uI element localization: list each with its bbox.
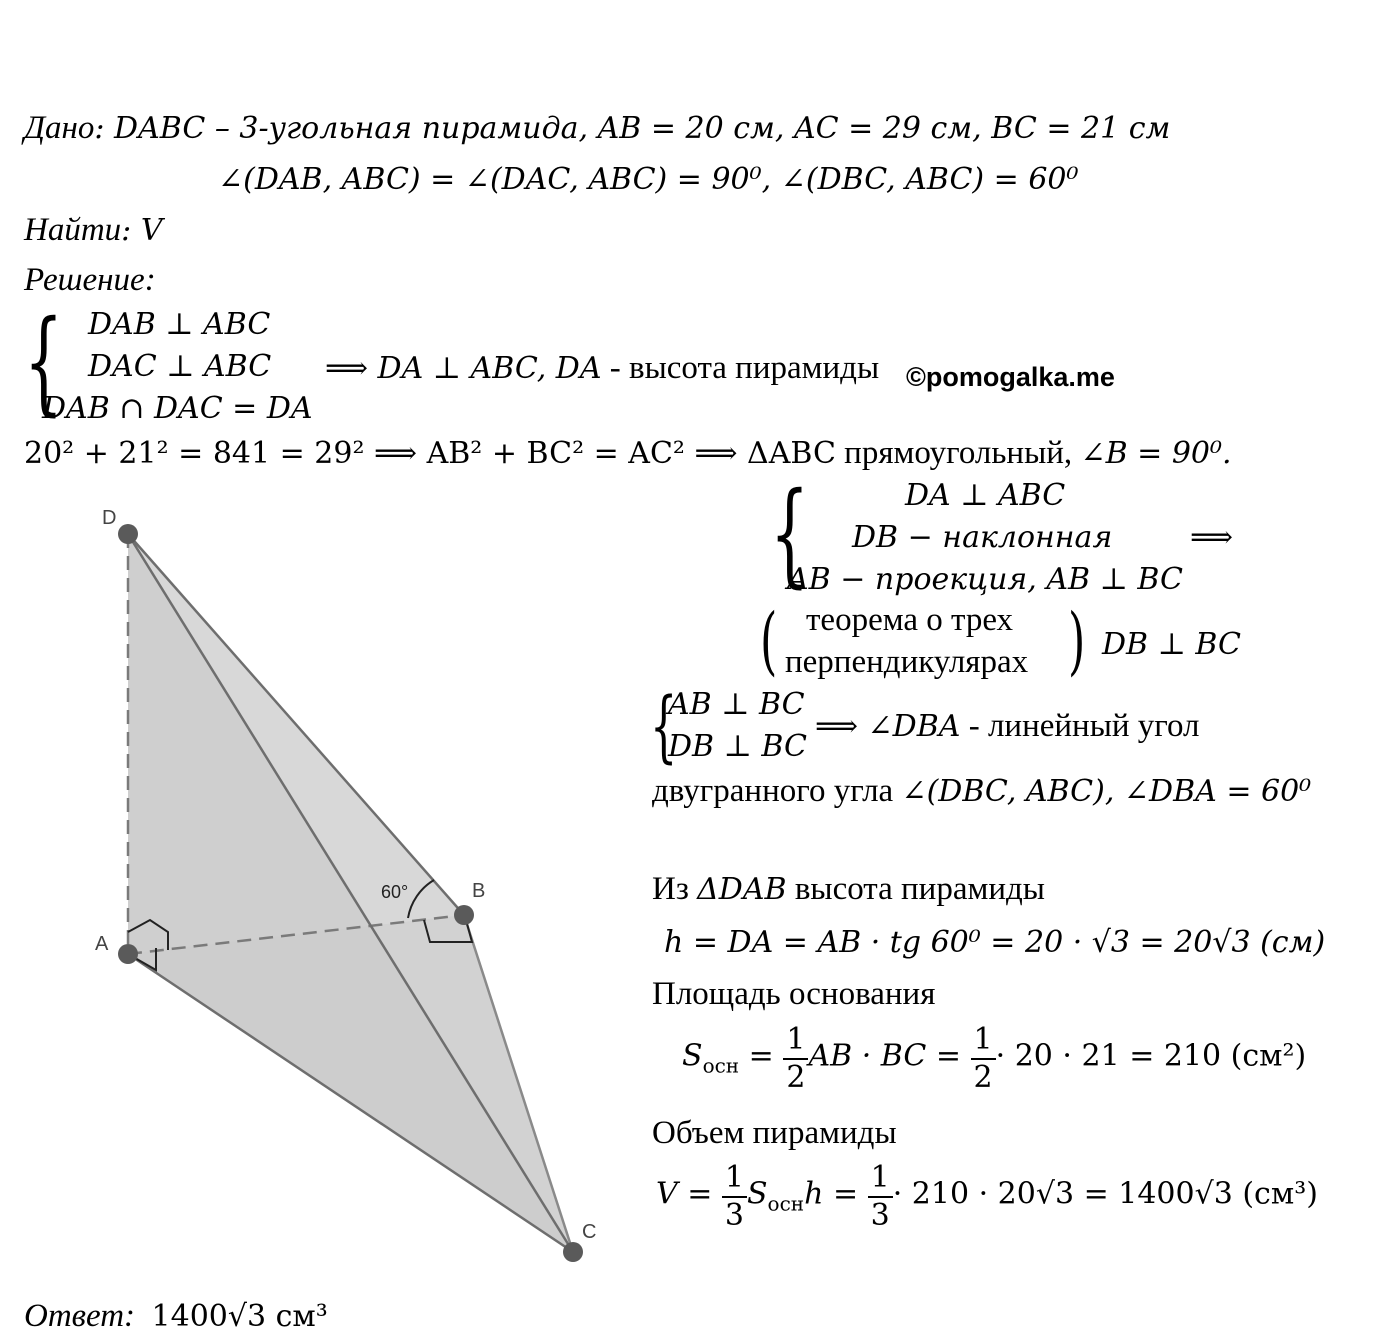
system2-row-3: AB − проекция, AB ⊥ BC	[787, 562, 1183, 597]
face-abc	[128, 915, 573, 1252]
system2-brace: {	[770, 469, 810, 599]
system3-conclusion-math: ⟹ ∠DBA	[815, 709, 961, 744]
volume-h: h =	[804, 1176, 868, 1212]
pythagoras-angle: ∠B = 90⁰.	[1080, 436, 1232, 471]
system1-row-3: DAB ∩ DAC = DA	[42, 391, 313, 426]
base-area-mid: AB · BC =	[808, 1038, 971, 1074]
theorem-line-1: теорема о трех	[806, 602, 1014, 638]
point-c	[563, 1242, 583, 1262]
volume-frac-2-den: 3	[870, 1197, 890, 1233]
base-area-frac-1-den: 2	[786, 1059, 806, 1095]
base-area-label: Площадь основания	[652, 976, 936, 1012]
given-label: Дано	[24, 110, 95, 146]
volume-frac-2-num: 1	[868, 1162, 893, 1198]
system2-row-1: DA ⊥ ABC	[905, 478, 1066, 513]
system2-arrow: ⟹	[1190, 520, 1234, 555]
find-value: : V	[121, 213, 163, 248]
volume-label: Объем пирамиды	[652, 1115, 897, 1151]
label-d: D	[102, 507, 117, 529]
volume-rhs: · 210 · 20√3 = 1400√3 (см³)	[892, 1176, 1318, 1212]
height-label-math: ΔDAB	[697, 872, 787, 907]
point-a	[118, 944, 138, 964]
theorem-open-paren: (	[760, 598, 778, 684]
dihedral-text: двугранного угла	[652, 773, 902, 809]
theorem-line-2: перпендикулярах	[785, 644, 1029, 680]
dihedral-math: ∠(DBC, ABC), ∠DBA = 60⁰	[901, 774, 1312, 809]
system3-brace: {	[650, 682, 678, 772]
system3-row-1: AB ⊥ BC	[668, 687, 805, 722]
base-area-eq: =	[739, 1038, 784, 1074]
height-label-rest: высота пирамиды	[786, 871, 1045, 907]
height-label-text: Из	[652, 871, 698, 907]
label-c: C	[582, 1221, 597, 1243]
theorem-result: DB ⊥ BC	[1102, 627, 1241, 662]
answer-value: 1400√3 см³	[151, 1299, 328, 1334]
answer-label: Ответ:	[24, 1298, 136, 1334]
height-formula: h = DA = AB · tg 60⁰ = 20 · √3 = 20√3 (см)	[664, 925, 1326, 960]
volume-frac-1-den: 3	[724, 1197, 744, 1233]
system1-brace: {	[24, 297, 64, 427]
pythagoras-math: 20² + 21² = 841 = 29² ⟹ AB² + BC² = AC² ⟹ ΔABC	[24, 436, 836, 471]
label-a: A	[95, 933, 109, 955]
system2-row-2: DB − наклонная	[852, 520, 1113, 555]
base-area-rhs: · 20 · 21 = 210 (см²)	[995, 1038, 1307, 1074]
system1-conclusion-text: - высота пирамиды	[601, 350, 880, 386]
system1-row-1: DAB ⊥ ABC	[88, 307, 271, 342]
pythagoras-text: прямоугольный,	[835, 435, 1081, 471]
base-area-frac-2-den: 2	[973, 1059, 993, 1095]
label-angle-60: 60°	[381, 882, 409, 902]
base-area-sub: осн	[702, 1053, 740, 1078]
base-area-frac-1-num: 1	[783, 1024, 808, 1060]
point-d	[118, 524, 138, 544]
volume-s: S	[746, 1176, 768, 1212]
theorem-close-paren: )	[1068, 598, 1086, 684]
given-angles: ∠(DAB, ABC) = ∠(DAC, ABC) = 90⁰, ∠(DBC, ABC) = 60⁰	[218, 162, 1079, 197]
system1-row-2: DAC ⊥ ABC	[88, 349, 272, 384]
volume-lhs: V =	[656, 1176, 722, 1212]
watermark: ©pomogalka.me	[906, 362, 1115, 392]
system3-row-2: DB ⊥ BC	[668, 729, 807, 764]
solution-label: Решение:	[24, 262, 156, 298]
base-area-frac-2-num: 1	[971, 1024, 996, 1060]
system3-conclusion-text: - линейный угол	[960, 708, 1200, 744]
given-values: : DABC – 3-угольная пирамида, AB = 20 см, AC = 29 см, BC = 21 см	[94, 111, 1171, 146]
base-area-lhs: S	[682, 1038, 703, 1074]
system1-conclusion-math: ⟹ DA ⊥ ABC, DA	[325, 351, 602, 386]
point-b	[454, 905, 474, 925]
volume-sub: осн	[767, 1191, 805, 1216]
volume-frac-1-num: 1	[722, 1162, 747, 1198]
label-b: B	[472, 880, 486, 902]
find-label: Найти	[24, 212, 122, 248]
